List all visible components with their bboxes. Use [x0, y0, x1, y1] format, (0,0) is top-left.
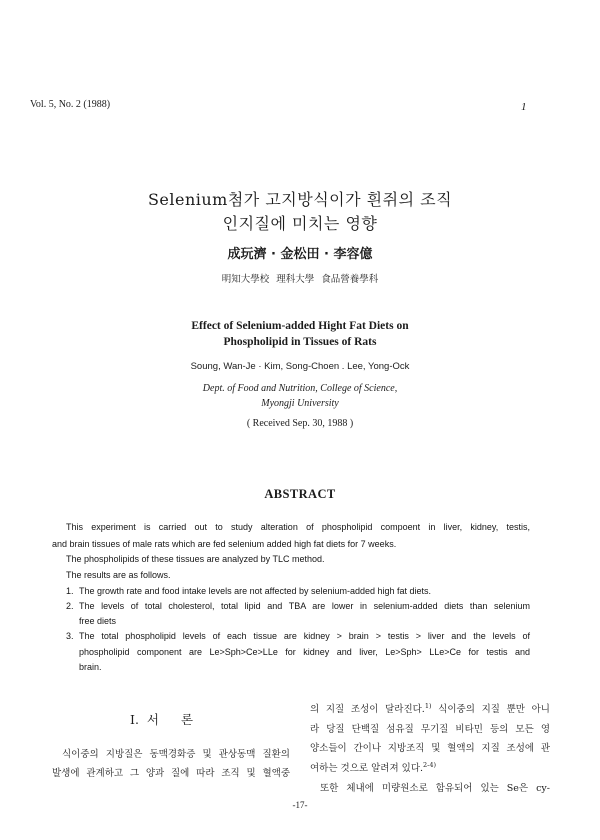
abstract-line: The results are as follows.	[66, 570, 171, 580]
abstract-item-line: The growth rate and food intake levels are not affected by selenium-added high fat diets.	[79, 586, 432, 596]
body-line	[310, 762, 436, 775]
abstract-item-line: The levels of total cholesterol, total lipid and TBA are lower in selenium-added diets than selenium	[79, 601, 530, 611]
korean-title-line-1: Selenium첨가 고지방식이가 흰쥐의 조직	[147, 190, 453, 209]
body-line: 또한 체내에 미량원소로 함유되어 있는 Se은 cy-	[320, 783, 550, 794]
body-line: 양소들이 간이나 지방조직 및 혈액의 지질 조성에 관	[310, 743, 550, 754]
english-title-line-2: Phospholipid in Tissues of Rats	[223, 336, 377, 348]
abstract-item-number: 3.	[66, 631, 74, 641]
abstract-item-line: The total phospholipid levels of each tissue are kidney > brain > testis > liver and the levels of	[79, 631, 530, 641]
section-heading	[130, 713, 193, 727]
abstract-line: This experiment is carried out to study alteration of phospholipid compoent in liver, kidney, testis,	[66, 522, 530, 532]
body-text: 식이중의 지질 뿐만 아니	[431, 704, 550, 715]
received-date: ( Received Sep. 30, 1988 )	[246, 418, 354, 429]
english-affiliation-line-1: Dept. of Food and Nutrition, College of Science,	[202, 383, 398, 394]
english-title-line-1: Effect of Selenium-added Hight Fat Diets on	[191, 320, 409, 332]
abstract-heading: ABSTRACT	[264, 487, 336, 501]
body-text: 의 지질 조성이 달라진다.	[310, 704, 425, 715]
citation-superscript: 2-4)	[423, 760, 437, 769]
abstract-item-line: free diets	[79, 616, 117, 626]
volume-info: Vol. 5, No. 2 (1988)	[30, 99, 111, 110]
body-line: 발생에 관계하고 그 양과 질에 따라 조직 및 혈액중	[52, 768, 290, 779]
abstract-item-number: 2.	[66, 601, 74, 611]
abstract-item-line: phospholipid component are Le>Sph>Ce>LLe for kidney and liver, Le>Sph> LLe>Ce for testis and	[79, 647, 530, 657]
page-number: -17-	[292, 800, 308, 810]
citation-superscript: 1)	[424, 701, 432, 710]
korean-title-line-2: 인지질에 미치는 영향	[222, 214, 378, 233]
abstract-line: The phospholipids of these tissues are analyzed by TLC method.	[66, 554, 325, 564]
body-line	[310, 703, 550, 716]
section-number: I.	[130, 712, 139, 727]
abstract-line: and brain tissues of male rats which are fed selenium added high fat diets for 7 weeks.	[52, 539, 397, 549]
abstract-item-line: brain.	[79, 662, 102, 672]
body-text: 여하는 것으로 알려져 있다.	[310, 763, 424, 774]
english-authors: Soung, Wan-Je · Kim, Song-Choen . Lee, Yong-Ock	[190, 361, 410, 372]
body-line: 라 당질 단백질 섬유질 무기질 비타민 등의 모든 영	[310, 724, 550, 735]
english-affiliation-line-2: Myongji University	[261, 398, 339, 409]
section-title: 서 론	[146, 712, 194, 727]
korean-authors: 成玩濟 · 金松田 · 李容億	[227, 247, 373, 262]
korean-affiliation: 明知大學校 理科大學 食品營養學科	[221, 274, 379, 285]
body-line: 식이중의 지방질은 동맥경화증 및 관상동맥 질환의	[62, 749, 290, 760]
page-marker: 1	[521, 101, 527, 113]
abstract-item-number: 1.	[66, 586, 74, 596]
